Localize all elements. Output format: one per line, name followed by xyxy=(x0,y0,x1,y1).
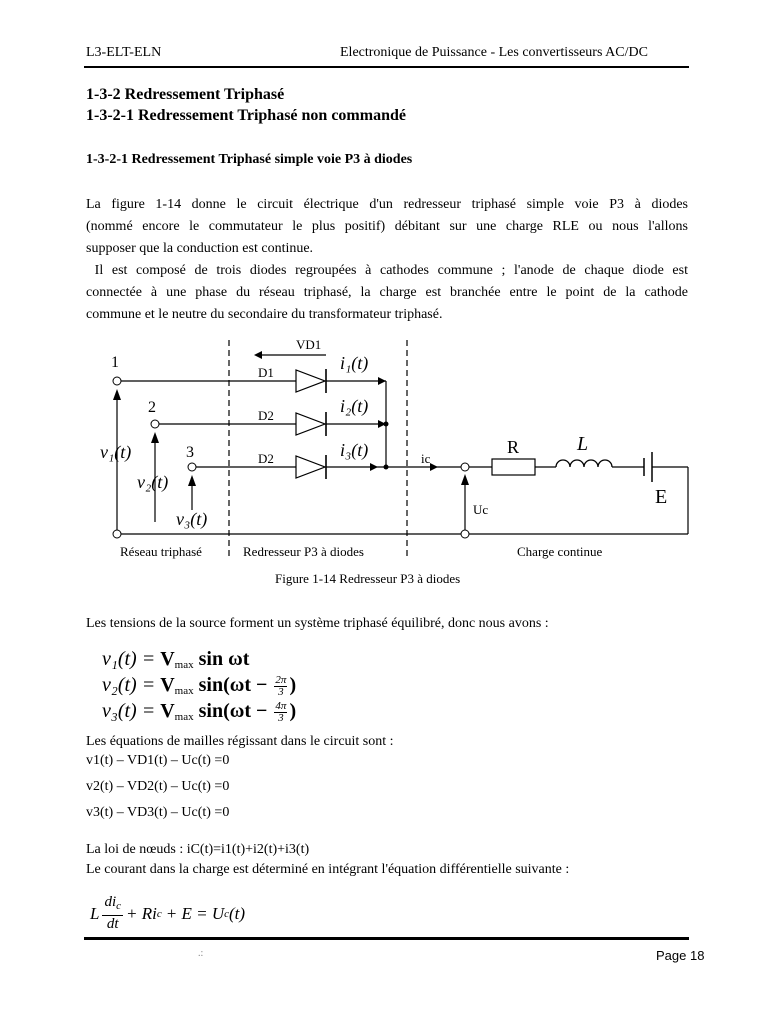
footer-dots: .: xyxy=(198,948,204,959)
differential-equation: L $di_c$ dt + Ri c + E = U c (t) xyxy=(90,894,246,932)
label-ic: ic xyxy=(421,451,431,466)
diode-d2 xyxy=(296,412,326,436)
resistor xyxy=(492,459,535,475)
footer-rule xyxy=(84,937,689,940)
mesh-eq-3: v3(t) – VD3(t) – Uc(t) =0 xyxy=(86,805,230,820)
fraction-4pi-3: $\frac{4\pi}{3}$ xyxy=(275,699,287,724)
equation-v3: $\nu_3(t) = V_{max}$ sin(ωt − $\frac{4\pi}{3}$ ) xyxy=(102,699,297,724)
p2-line1: Il est composé de trois diodes regroupées à cathodes commune ; l'anode de chaque diode est xyxy=(86,263,688,278)
label-reseau: Réseau triphasé xyxy=(120,544,202,559)
p1-line2: (nommé encore le commutateur le plus positif) débitant sur une charge RLE ou nous l'allons xyxy=(86,219,688,234)
terminal-3 xyxy=(188,463,196,471)
arrow-i3 xyxy=(370,463,378,471)
label-node-1: 1 xyxy=(111,354,119,371)
p2-line3: commune et le neutre du secondaire du transformateur triphasé. xyxy=(86,307,443,322)
label-r: R xyxy=(507,437,520,457)
mesh-eq-1: v1(t) – VD1(t) – Uc(t) =0 xyxy=(86,753,230,768)
label-node-3: 3 xyxy=(186,444,194,461)
fraction-2pi-3: $\frac{2\pi}{3}$ xyxy=(275,673,287,698)
mesh-eq-2: v2(t) – VD2(t) – Uc(t) =0 xyxy=(86,779,230,794)
paragraph-1 xyxy=(86,194,688,326)
header-left: L3-ELT-ELN xyxy=(86,45,162,60)
arrow-ic xyxy=(430,463,438,471)
equation-v1: $\nu_1(t) = V_{max}$ sin ωt xyxy=(102,648,250,671)
arrow-i2 xyxy=(378,420,386,428)
fraction-dic-dt: $di_c$ dt xyxy=(104,894,122,932)
node-law: La loi de nœuds : iC(t)=i1(t)+i2(t)+i3(t) xyxy=(86,842,310,857)
label-redresseur: Redresseur P3 à diodes xyxy=(243,544,364,559)
arrow-v3 xyxy=(188,475,196,486)
terminal-1 xyxy=(113,377,121,385)
equation-v2: $\nu_2(t) = V_{max}$ sin(ωt − $\frac{2\pi}{3}$ ) xyxy=(102,673,297,698)
label-v3: v₃(t) xyxy=(176,509,208,529)
label-d3: D2 xyxy=(258,451,274,466)
label-vd1: VD1 xyxy=(296,337,322,352)
label-d2: D2 xyxy=(258,408,274,423)
label-i3: i₃(t) xyxy=(340,440,369,460)
heading-3: 1-3-2-1 Redressement Triphasé simple voie P3 à diodes xyxy=(86,152,413,167)
page-number: Page 18 xyxy=(656,948,705,963)
p1-line3: supposer que la conduction est continue. xyxy=(86,241,314,256)
terminal-neutral xyxy=(113,530,121,538)
label-i2: i₂(t) xyxy=(340,396,369,416)
arrow-i1 xyxy=(378,377,386,385)
circuit-diagram xyxy=(0,330,768,575)
label-uc: Uc xyxy=(473,502,489,517)
label-charge: Charge continue xyxy=(517,544,603,559)
terminal-2 xyxy=(151,420,159,428)
diode-d1 xyxy=(296,369,326,393)
label-d1: D1 xyxy=(258,365,274,380)
label-v1: v₁(t) xyxy=(100,442,132,462)
p2-line2: connectée à une phase du réseau triphasé, la charge est branchée entre le point de la cathode xyxy=(86,285,688,300)
terminal-out xyxy=(461,463,469,471)
inductor xyxy=(556,460,612,467)
current-intro: Le courant dans la charge est déterminé en intégrant l'équation différentielle suivante : xyxy=(86,862,570,877)
mesh-intro: Les équations de mailles régissant dans le circuit sont : xyxy=(86,734,394,749)
arrow-vd1 xyxy=(254,351,262,359)
p1-line1: La figure 1-14 donne le circuit électrique d'un redresseur triphasé simple voie P3 à diodes xyxy=(86,197,688,212)
heading-1: 1-3-2 Redressement Triphasé xyxy=(86,86,285,103)
arrow-uc xyxy=(461,474,469,485)
figure-caption: Figure 1-14 Redresseur P3 à diodes xyxy=(275,571,461,586)
diode-d3 xyxy=(296,455,326,479)
arrow-v2 xyxy=(151,432,159,443)
label-i1: i₁(t) xyxy=(340,353,369,373)
terminal-out-neutral xyxy=(461,530,469,538)
label-node-2: 2 xyxy=(148,399,156,416)
header-right: Electronique de Puissance - Les convertisseurs AC/DC xyxy=(340,45,648,60)
header-rule xyxy=(84,66,689,68)
label-v2: v₂(t) xyxy=(137,472,169,492)
arrow-v1 xyxy=(113,389,121,400)
heading-2: 1-3-2-1 Redressement Triphasé non commandé xyxy=(86,107,406,124)
label-l: L xyxy=(577,433,589,455)
label-e: E xyxy=(655,486,668,508)
source-intro: Les tensions de la source forment un système triphasé équilibré, donc nous avons : xyxy=(86,616,549,631)
